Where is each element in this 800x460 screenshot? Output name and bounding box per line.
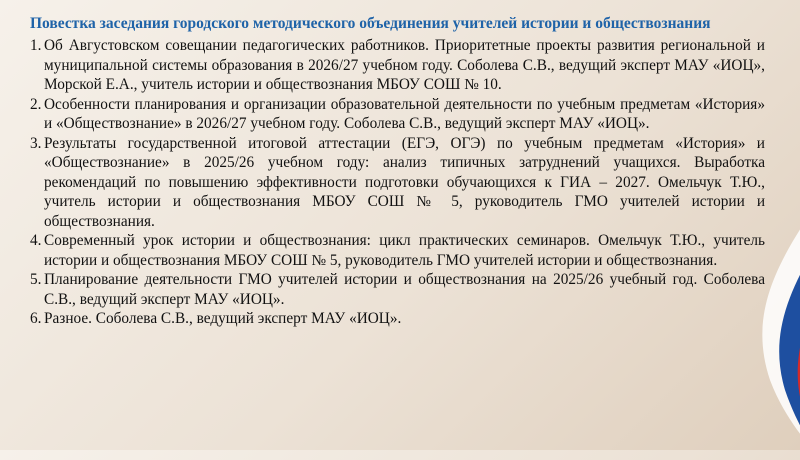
item-number: 3. [30, 134, 42, 152]
item-number: 4. [30, 232, 42, 249]
item-text: Планирование деятельности ГМО учителей истории и обществознания на 2025/26 учебный год. Соболева С.В., ведущий эксперт МАУ «ИОЦ». [44, 271, 765, 308]
agenda-item [30, 134, 765, 232]
agenda-item [30, 231, 765, 270]
agenda-item [30, 36, 765, 95]
agenda-item [30, 309, 765, 329]
agenda-content [30, 14, 765, 329]
item-text: Об Августовском совещании педагогических работников. Приоритетные проекты развития региональной и муниципальной системы образования в 2026/27 учебном году. Соболева С.В., ведущий эксперт МАУ «ИОЦ», Морской Е.А., учитель истории и обществознания МБОУ СОШ № 10. [44, 37, 765, 93]
item-number: 2. [30, 95, 42, 113]
item-text: Современный урок истории и обществознания: цикл практических семинаров. Омельчук Т.Ю., учитель истории и обществознания МБОУ СОШ № 5, руководитель ГМО учителей истории и обществознания. [44, 232, 765, 269]
item-text: Результаты государственной итоговой аттестации (ЕГЭ, ОГЭ) по учебным предметам «История» и «Обществознание» в 2025/26 учебном году: анализ типичных затруднений учащихся. Выработка рекомендаций по повышению эффективности подготовки обучающихся к ГИА – 2027. Омельчук Т.Ю., учитель истории и обществознания МБОУ СОШ № 5, руководитель ГМО учителей истории и обществознания. [44, 134, 765, 230]
agenda-title: Повестка заседания городского методического объединения учителей истории и обществознания [30, 15, 711, 32]
agenda-item [30, 95, 765, 134]
item-text: Разное. Соболева С.В., ведущий эксперт МАУ «ИОЦ». [44, 310, 402, 327]
item-number: 6. [30, 310, 42, 327]
item-number: 1. [30, 37, 42, 54]
item-number: 5. [30, 271, 42, 288]
item-text: Особенности планирования и организации образовательной деятельности по учебным предметам «История» и «Обществознание» в 2026/27 учебном году. Соболева С.В., ведущий эксперт МАУ «ИОЦ». [44, 95, 765, 132]
agenda-item [30, 270, 765, 309]
agenda-list [30, 36, 765, 329]
